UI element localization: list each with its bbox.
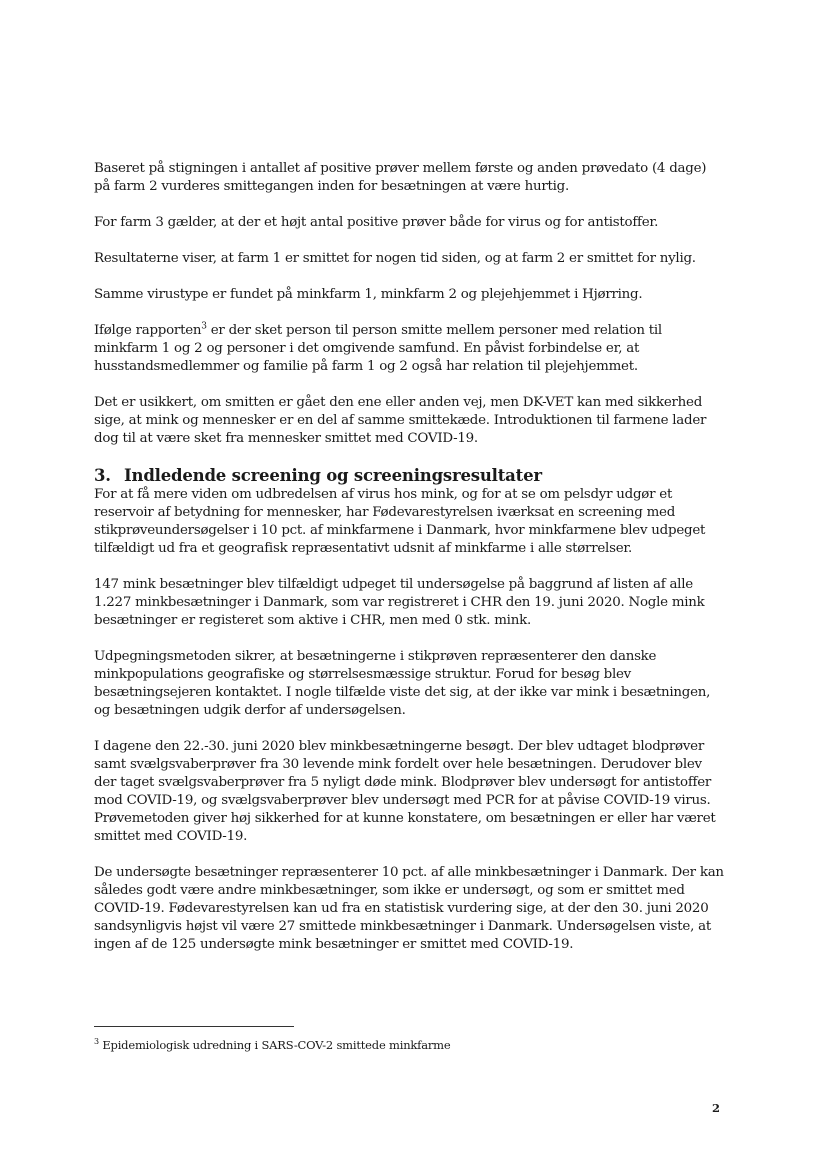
footnote-divider (94, 1026, 294, 1027)
report-text-start: Ifølge rapporten (94, 323, 202, 338)
paragraph-selection-method: Udpegningsmetoden sikrer, at besætningerne i stikprøven repræsenterer den danske minkpopulations geografiske og størrelsesmæssige struktur. Forud for besøg blev besætningsejeren kontaktet. I nogle tilfælde viste det sig, at der ikke var mink i besætningen, og besætningen udgik derfor af undersøgelsen. (94, 649, 711, 718)
footnote-text: Epidemiologisk udredning i SARS-COV-2 smittede minkfarme (98, 1038, 451, 1052)
section-heading (94, 466, 724, 486)
report-text-end: er der sket person til person smitte mellem personer med relation til minkfarm 1 og 2 og personer i det omgivende samfund. En påvist forbindelse er, at husstandsmedlemmer og familie på farm 1 og 2 også har relation til plejehjemmet. (94, 323, 662, 374)
footnote (94, 1038, 724, 1052)
paragraph-farm-3: For farm 3 gælder, at der et højt antal positive prøver både for virus og for antistoffer. (94, 215, 659, 230)
paragraph-spread-rate: Baseret på stigningen i antallet af positive prøver mellem første og anden prøvedato (4 dage) på farm 2 vurderes smittegangen inden for besætningen at være hurtig. (94, 161, 707, 194)
footnote-number: 3 (94, 1037, 99, 1047)
paragraph-sampling-visits: I dagene den 22.-30. juni 2020 blev minkbesætningerne besøgt. Der blev udtaget blodprøver samt svælgsvaberprøver fra 30 levende mink fordelt over hele besætningen. Derudover blev der taget svælgsvaberprøver fra 5 nyligt døde mink. Blodprøver blev undersøgt for antistoffer mod COVID-19, og svælgsvaberprøver blev undersøgt med PCR for at påvise COVID-19 virus. Prøvemetoden giver høj sikkerhed for at kunne konstatere, om besætningen er eller har været smittet med COVID-19. (94, 739, 716, 844)
paragraph-virus-type: Samme virustype er fundet på minkfarm 1, minkfarm 2 og plejehjemmet i Hjørring. (94, 287, 643, 302)
paragraph-screening-purpose: For at få mere viden om udbredelsen af virus hos mink, og for at se om pelsdyr udgør et reservoir af betydning for mennesker, har Fødevarestyrelsen iværksat en screening med stikprøveundersøgelser i 10 pct. af minkfarmene i Danmark, hvor minkfarmene blev udpeget tilfældigt ud fra et geografisk repræsentativt udsnit af minkfarme i alle størrelser. (94, 487, 706, 556)
section-number: 3. (94, 466, 111, 485)
paragraph-report (94, 322, 724, 376)
section-title: Indledende screening og screeningsresultater (124, 466, 542, 485)
body-text (94, 160, 724, 954)
footnote-reference: 3 (201, 321, 207, 332)
paragraph-conclusion: De undersøgte besætninger repræsenterer 10 pct. af alle minkbesætninger i Danmark. Der kan således godt være andre minkbesætninger, som ikke er undersøgt, og som er smittet med COVID-19. Fødevarestyrelsen kan ud fra en statistisk vurdering sige, at der den 30. juni 2020 sandsynligvis højst vil være 27 smittede minkbesætninger i Danmark. Undersøgelsen viste, at ingen af de 125 undersøgte mink besætninger er smittet med COVID-19. (94, 865, 724, 952)
page-number: 2 (712, 1101, 721, 1115)
paragraph-sample-selection: 147 mink besætninger blev tilfældigt udpeget til undersøgelse på baggrund af listen af alle 1.227 minkbesætninger i Danmark, som var registreret i CHR den 19. juni 2020. Nogle mink besætninger er registeret som aktive i CHR, men med 0 stk. mink. (94, 577, 705, 628)
paragraph-uncertainty: Det er usikkert, om smitten er gået den ene eller anden vej, men DK-VET kan med sikkerhed sige, at mink og mennesker er en del af samme smittekæde. Introduktionen til farmene lader dog til at være sket fra mennesker smittet med COVID-19. (94, 395, 707, 446)
paragraph-results: Resultaterne viser, at farm 1 er smittet for nogen tid siden, og at farm 2 er smittet for nylig. (94, 251, 696, 266)
